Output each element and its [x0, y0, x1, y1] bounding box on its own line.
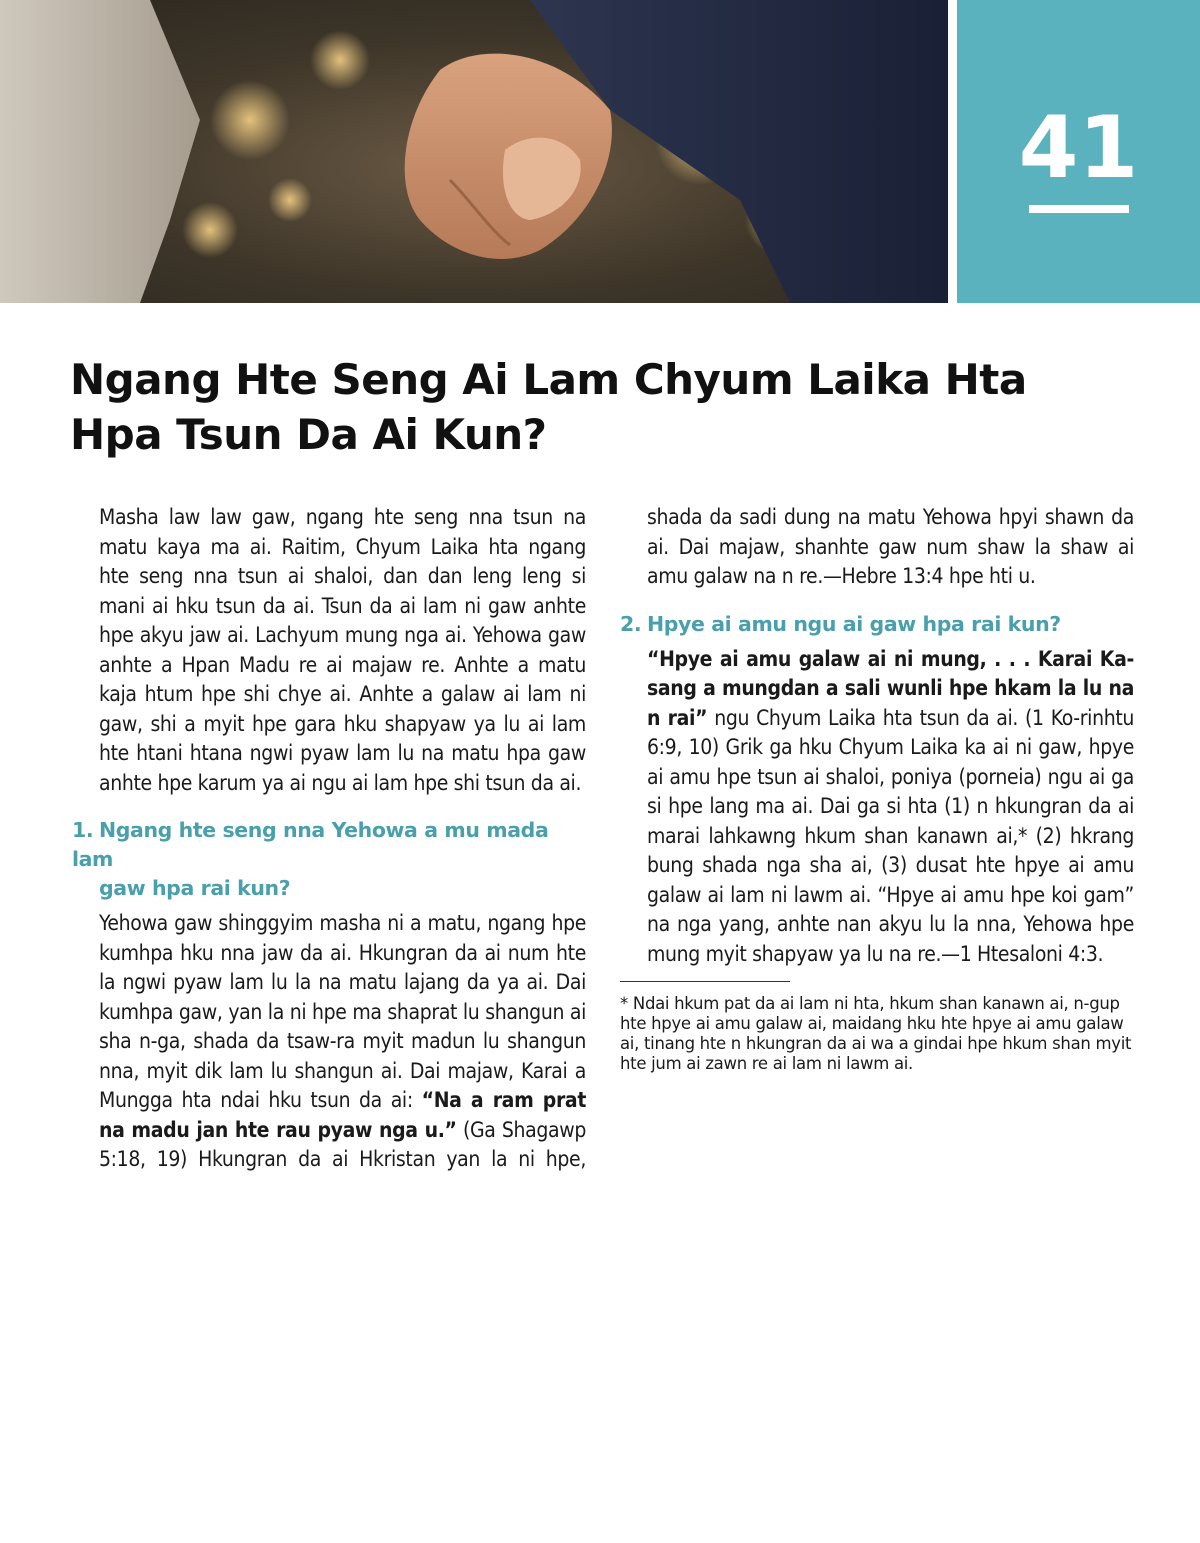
- body-columns: [72, 503, 1134, 1203]
- section2-question: [620, 610, 1134, 639]
- section1-question-line1-flow: Ngang hte seng nna Yehowa a mu mada lam: [72, 818, 549, 871]
- lesson-number-underline: [1029, 205, 1129, 213]
- section1-text-before-flow: Yehowa gaw shinggyim masha ni a matu, ngang hpe kumhpa hku nna jaw da ai. Hkungran da ai num hte la ngwi pyaw lam lu la na matu lajang da ya ai. Dai kumhpa gaw, yan la ni hpe ma shaprat lu shangun ai sha n-ga, shada da tsaw-ra myit madun lu shangun nna, myit dik lam lu shangun ai. Dai majaw, Karai a Mungga hta ndai hku tsun da ai:: [99, 911, 586, 1112]
- footnote-text: * Ndai hkum pat da ai lam ni hta, hkum shan kanawn ai, n-gup hte hpye ai amu galaw ai, maidang hku hte hpye ai amu galaw ai, tinang hte n hkungran da ai wa a gindai hpe hkum shan myit hte jum ai zawn re ai lam ni lawm ai.: [620, 994, 1132, 1073]
- holding-hands-image: [0, 0, 948, 303]
- section1-quote-flow: “Na a ram prat na madu jan hte rau pyaw nga u.”: [99, 1088, 587, 1142]
- footnote-divider: [620, 981, 790, 982]
- section1-question-line2-flow: gaw hpa rai kun?: [99, 876, 291, 900]
- page-title-line1: Ngang Hte Seng Ai Lam Chyum Laika Hta: [70, 355, 1027, 404]
- section2-quote: “Hpye ai amu galaw ai ni mung, . . . Karai Ka-sang a mungdan a sali wunli hpe hkam la lu na n rai”: [647, 646, 1134, 730]
- lesson-number: 41: [1018, 98, 1139, 198]
- section2-number: 2.: [620, 611, 642, 636]
- page-title-line2: Hpa Tsun Da Ai Kun?: [70, 410, 547, 459]
- section2-question-text: Hpye ai amu ngu ai gaw hpa rai kun?: [647, 611, 1061, 636]
- section1-number-flow: 1.: [72, 818, 94, 842]
- section2-paragraph: [620, 645, 1134, 970]
- section1-question-flow: [72, 816, 586, 903]
- page-title: [70, 352, 1150, 462]
- header-photo: [0, 0, 948, 303]
- intro-paragraph-flow: Masha law law gaw, ngang hte seng nna tsun na matu kaya ma ai. Raitim, Chyum Laika hta ngang hte seng nna tsun ai shaloi, dan dan leng leng si mani ai hku tsun da ai. Tsun da ai lam ni gaw anhte hpe akyu jaw ai. Lachyum mung nga ai. Yehowa gaw anhte a Hpan Madu re ai majaw re. Anhte a matu kaja htum hpe shi chye ai. Anhte a galaw ai lam ni gaw, shi a myit hpe gara hku shapyaw ya lu ai lam hte htani htana ngwi pyaw lam lu na matu hpa gaw anhte hpe karum ya ai ngu ai lam hpe shi tsun da ai.: [99, 505, 586, 795]
- lesson-number-box: [957, 0, 1200, 303]
- section2-text-after: ngu Chyum Laika hta tsun da ai. (1 Ko-rinhtu 6:9, 10) Grik ga hku Chyum Laika ka ai ni gaw, hpye ai amu hpe tsun ai shaloi, poniya (porneia) ngu ai ga si hpe lang ma ai. Dai ga si hta (1) n hkungran da ai marai lahkawng hkum shan kanawn ai,* (2) hkrang bung shada nga sha ai, (3) dusat hte hpye ai amu galaw ai lam ni lawm ai. “Hpye ai amu hpe koi gam” na nga yang, anhte nan akyu lu la nna, Yehowa hpe mung myit shapyaw ya lu na re.—1 Htesaloni 4:3.: [647, 705, 1134, 966]
- section1-text-after-flow: (Ga Shagawp 5:18, 19) Hkungran da ai Hkristan yan la ni hpe, shada da sadi dung na matu Yehowa hpyi shawn da ai. Dai majaw, shanhte gaw num shaw la shaw ai amu galaw na n re.—Hebre 13:4 hpe hti u.: [99, 505, 1134, 1171]
- footnote-block: [620, 981, 1134, 1074]
